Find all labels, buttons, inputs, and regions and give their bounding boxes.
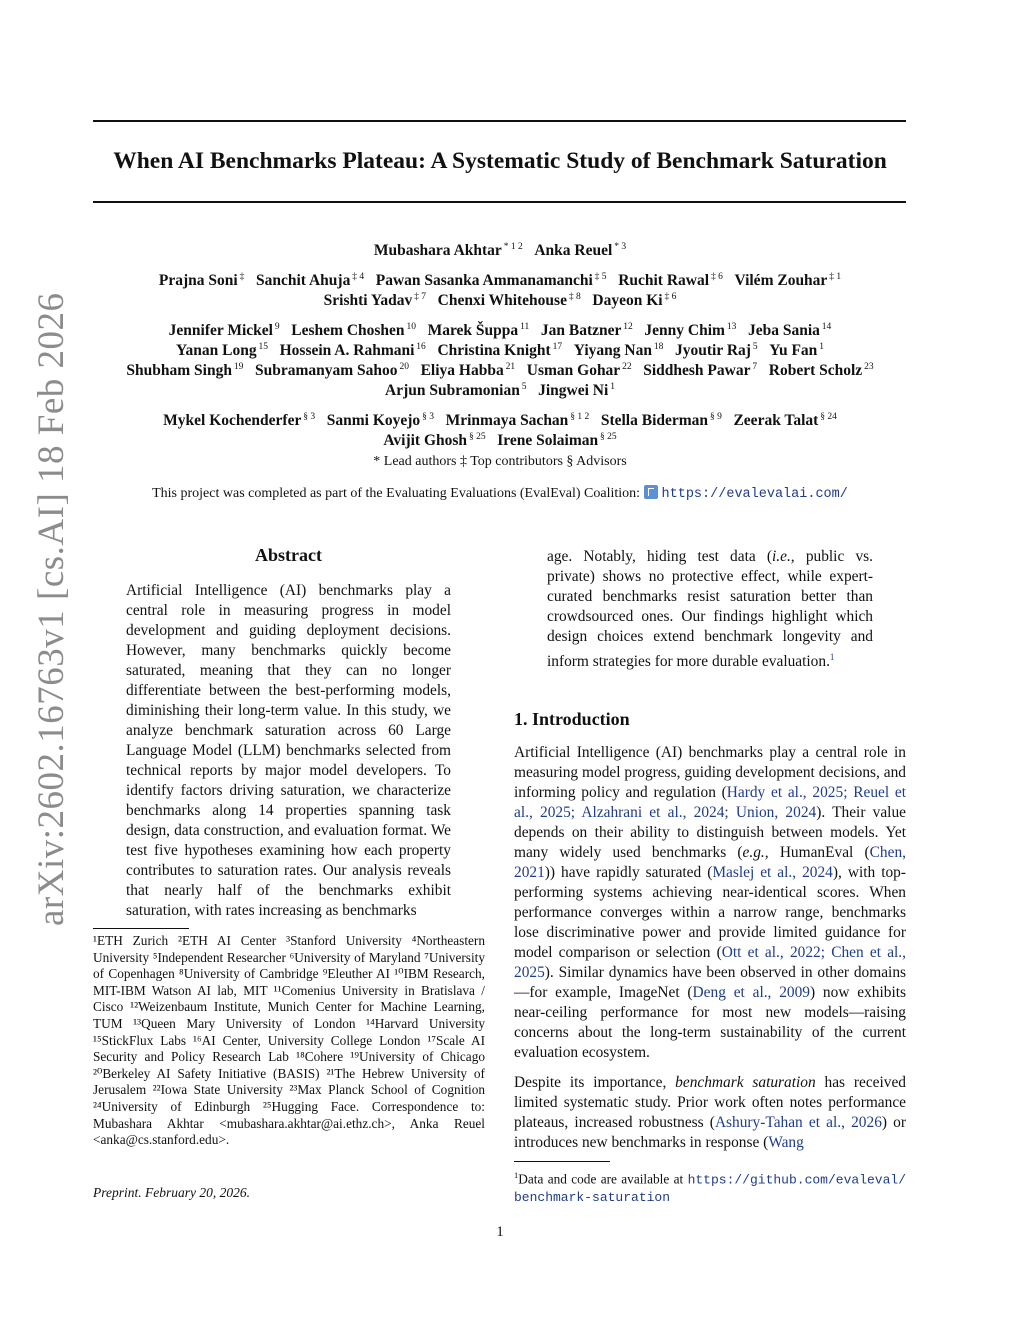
citation-link[interactable]: Ott et al., 2022; Chen et al., 2025 [514,944,907,981]
project-note-text: This project was completed as part of the Evaluating Evaluations (EvalEval) Coalition: [152,486,641,501]
author-name: Jan Batzner [540,322,622,340]
author-affiliation-marker: 1 [817,342,824,352]
author-name: Sanmi Koyejo [326,412,421,430]
citation-link[interactable]: Maslej et al., 2024 [712,864,833,881]
author-name: Irene Solaiman [497,432,599,450]
author-name: Jingwei Ni [538,382,609,400]
author-name: Jenny Chim [644,322,725,340]
author-line [60,427,940,451]
author-affiliation-marker: ‡ 6 [662,292,677,302]
footnote-number: 1 [514,1170,519,1180]
author-name: Mubashara Akhtar [373,242,502,260]
author-affiliation-marker: 22 [620,362,632,372]
author-name: Yanan Long [176,342,257,360]
citation-link[interactable]: Ashury-Tahan et al., 2026 [714,1114,882,1131]
author-name: Usman Gohar [526,362,621,380]
author-affiliation-marker: § 25 [467,432,486,442]
text: )) have rapidly saturated ( [544,864,713,881]
text: ), with top-performing systems achieving near-identical scores. When performance converges within a narrow range, benchmarks lose discriminative power and provide limited guidance for model comparison or selection ( [514,864,907,961]
arxiv-identifier: arXiv:2602.16763v1 [cs.AI] 18 Feb 2026 [31,292,72,926]
author-name: Eliya Habba [420,362,504,380]
author-name: Leshem Choshen [291,322,405,340]
citation-link[interactable]: Hardy et al., 2025; Reuel et al., 2025; Alzahrani et al., 2024; Union, 2024 [514,784,906,821]
author-affiliation-marker: 17 [550,342,563,352]
author-affiliation-marker: ‡ 4 [350,272,365,282]
author-name: Srishti Yadav [323,292,413,310]
footnote-rule [514,1161,610,1162]
author-affiliation-marker: ‡ 5 [592,272,607,282]
abstract-heading: Abstract [255,545,322,565]
author-name: Chenxi Whitehouse [437,292,567,310]
author-name: Jennifer Mickel [168,322,273,340]
author-affiliation-marker: 9 [273,322,280,332]
author-name: Zeerak Talat [733,412,819,430]
title-top-rule [93,120,906,122]
author-affiliation-marker: 18 [651,342,664,352]
project-note [60,485,940,504]
author-affiliation-marker: 10 [404,322,416,332]
author-affiliation-marker: 14 [819,322,832,332]
text: ) or introduces new benchmarks in response ( [514,1114,907,1151]
author-affiliation-marker: ‡ 6 [709,272,723,282]
author-name: Vilém Zouhar [734,272,828,290]
author-name: Siddhesh Pawar [643,362,751,380]
author-name: Jyoutir Raj [675,342,751,360]
github-url-link[interactable]: https://github.com/evaleval/benchmark-saturation [514,1172,906,1206]
author-name: Yiyang Nan [573,342,652,360]
author-affiliation-marker: * 1 2 [501,242,523,252]
abstract-text-right [547,547,873,672]
abstract-text-left: Artificial Intelligence (AI) benchmarks play a central role in measuring progress in model development and guiding deployment decisions. However, many benchmarks quickly become saturated, meaning that they can no longer differentiate between the best-performing models, diminishing their long-term value. In this study, we analyze benchmark saturation across 60 Large Language Model (LLM) benchmarks selected from technical reports by major model developers. To identify factors driving saturation, we characterize benchmarks along 14 properties spanning task design, data construction, and evaluation format. We test five hypotheses examining how each property contributes to saturation rates. Our analysis reveals that nearly half of the benchmarks exhibit saturation, with rates increasing as benchmarks [126,582,451,919]
author-affiliation-marker: ‡ 1 [827,272,842,282]
text: Despite its importance, [514,1074,676,1091]
author-name: Subramanyam Sahoo [255,362,398,380]
author-name: Arjun Subramonian [385,382,520,400]
data-code-footnote [514,1167,906,1207]
author-affiliation-marker: 5 [750,342,758,352]
author-role-legend: * Lead authors ‡ Top contributors § Advisors [373,454,627,469]
author-affiliation-marker: § 3 [301,412,316,422]
author-line [60,287,940,311]
citation-link[interactable]: Deng et al., 2009 [692,984,810,1001]
author-affiliation-marker: 12 [621,322,633,332]
author-name: Sanchit Ahuja [256,272,351,290]
abstract-text: i.e., [771,548,795,565]
link-icon [644,485,658,499]
author-affiliation-marker: 13 [724,322,737,332]
section-heading-introduction: 1. Introduction [514,709,630,729]
author-name: Marek Šuppa [427,322,519,340]
author-affiliation-marker: § 25 [598,432,617,442]
author-affiliation-marker: § 9 [708,412,722,422]
author-name: Christina Knight [437,342,551,360]
text: has received limited systematic study. Prior work often notes performance plateaus, increased robustness ( [514,1074,907,1131]
author-name: Mykel Kochenderfer [163,412,302,430]
text: e.g., [742,844,769,861]
author-affiliation-marker: § 3 [420,412,434,422]
affiliations-footnote: ¹ETH Zurich ²ETH AI Center ³Stanford University ⁴Northeastern University ⁵Independent Researcher ⁶University of Maryland ⁷University of Copenhagen ⁸University of Cambridge ⁹Eleuther AI ¹⁰IBM Research, MIT-IBM Watson AI lab, MIT ¹¹Comenius University in Bratislava / Cisco ¹²Weizenbaum Institute, Munich Center for Machine Learning, TUM ¹³Queen Mary University of London ¹⁴Harvard University ¹⁵StickFlux Labs ¹⁶AI Center, University College London ¹⁷Scale AI Security and Policy Research Lab ¹⁸Cohere ¹⁹University of Chicago ²⁰Berkeley AI Safety Initiative (BASIS) ²¹The Hebrew University of Jerusalem ²²Iowa State University ²³Max Planck School of Cognition ²⁴University of Edinburgh ²⁵Hugging Face. Correspondence to: Mubashara Akhtar <mubashara.akhtar@ai.ethz.ch>, Anka Reuel <anka@cs.stanford.edu>. [93,933,485,1148]
author-line [60,237,940,261]
introduction-body [514,743,906,1163]
author-affiliation-marker: 1 [608,382,615,392]
author-affiliation-marker: 21 [503,362,516,372]
citation-link[interactable]: Chen, 2021 [514,844,906,881]
footnote-rule [93,928,189,929]
abstract-text: age. Notably, hiding test data ( [547,548,772,565]
intro-paragraph [514,1073,906,1153]
author-affiliation-marker: 16 [414,342,426,352]
author-affiliation-marker: 19 [231,362,244,372]
author-name: Shubham Singh [126,362,232,380]
text: ). Their value depends on their ability to distinguish between models. Yet many widely used benchmarks ( [514,804,906,861]
footnote-text: Data and code are available at [518,1171,688,1187]
author-name: Mrinmaya Sachan [445,412,569,430]
preprint-date: Preprint. February 20, 2026. [93,1185,250,1200]
text: ) now exhibits near-ceiling performance for most new models—raising concerns about the long-term sustainability of the current evaluation ecosystem. [514,984,906,1061]
text: HumanEval ( [768,844,870,861]
author-affiliation-marker: 15 [256,342,268,352]
author-affiliation-marker: * 3 [612,242,627,252]
footnote-marker[interactable]: 1 [829,652,835,662]
author-name: Ruchit Rawal [618,272,710,290]
author-name: Yu Fan [769,342,818,360]
author-affiliation-marker: § 24 [818,412,837,422]
page-number: 1 [496,1224,504,1240]
citation-link[interactable]: Wang [768,1134,804,1151]
author-name: Pawan Sasanka Ammanamanchi [375,272,593,290]
author-affiliation-marker: 5 [519,382,527,392]
author-name: Avijit Ghosh [383,432,468,450]
author-name: Dayeon Ki [592,292,663,310]
author-name: Robert Scholz [768,362,863,380]
project-url-link[interactable]: https://evalevalai.com/ [661,487,848,502]
title-bottom-rule [93,201,906,203]
author-name: Anka Reuel [534,242,613,260]
author-affiliation-marker: 7 [750,362,758,372]
author-name: Hossein A. Rahmani [279,342,415,360]
author-name: Stella Biderman [600,412,709,430]
text: benchmark saturation [675,1074,816,1091]
author-affiliation-marker: ‡ [237,272,245,282]
author-line [60,377,940,401]
abstract-text: public vs. private) shows no protective effect, while expert-curated benchmarks resist saturation better than crowdsourced ones. Our findings highlight which design choices extend benchmark longevity and inform strategies for more durable evaluation. [547,548,873,671]
text: ). Similar dynamics have been observed in other domains—for example, ImageNet ( [514,964,906,1001]
author-affiliation-marker: 23 [862,362,874,372]
author-affiliation-marker: § 1 2 [568,412,590,422]
author-name: Jeba Sania [747,322,820,340]
paper-title: When AI Benchmarks Plateau: A Systematic Study of Benchmark Saturation [113,148,887,174]
text: Artificial Intelligence (AI) benchmarks play a central role in measuring model progress, guiding development decisions, and informing policy and regulation ( [514,744,906,801]
author-name: Prajna Soni [158,272,238,290]
author-affiliation-marker: ‡ 8 [566,292,581,302]
author-affiliation-marker: ‡ 7 [412,292,426,302]
author-affiliation-marker: 11 [518,322,530,332]
intro-paragraph [514,743,906,1063]
author-affiliation-marker: 20 [397,362,409,372]
